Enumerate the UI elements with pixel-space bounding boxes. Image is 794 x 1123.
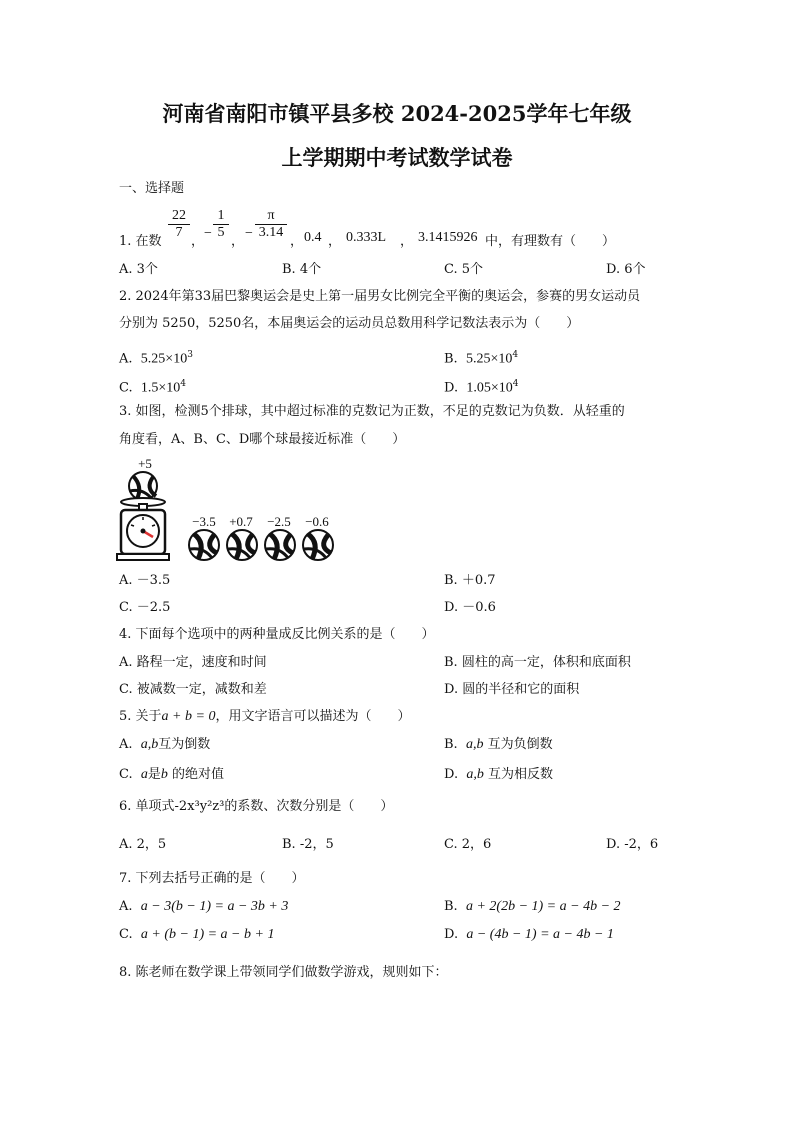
q1-f1-denominator: 7 (175, 225, 183, 240)
ball-b-label: +0.7 (229, 514, 253, 529)
ball-d-label: −0.6 (305, 514, 329, 529)
volleyball-icon (189, 530, 219, 560)
volleyball-icon (265, 530, 295, 560)
scale-label: +5 (138, 456, 152, 471)
q1-f1-numerator: 22 (168, 208, 190, 225)
q3-option-b[interactable]: B. ＋0.7 (444, 573, 496, 588)
q3-line2: 角度看，A、B、C、D哪个球最接近标准（ ） (119, 432, 406, 447)
q6-option-b[interactable]: B. -2，5 (282, 837, 334, 852)
q1-suffix: 中，有理数有（ ） (485, 234, 616, 249)
paper-title-line2: 上学期期中考试数学试卷 (281, 145, 513, 170)
q6-option-c[interactable]: C. 2，6 (444, 837, 492, 852)
q3-option-d[interactable]: D. －0.6 (444, 600, 496, 615)
section-heading: 一、选择题 (119, 181, 185, 196)
q5-option-d[interactable]: D. a,b 互为相反数 (444, 767, 554, 782)
q6-option-a[interactable]: A. 2，5 (119, 837, 167, 852)
q1-f2-sign: − (204, 226, 212, 241)
q6-stem: 6. 单项式-2x³y²z³的系数、次数分别是（ ） (119, 799, 394, 814)
q4-option-c[interactable]: C. 被减数一定，减数和差 (119, 682, 267, 697)
q1-option-b[interactable]: B. 4个 (282, 262, 322, 277)
q1-option-d[interactable]: D. 6个 (606, 262, 646, 277)
q2-option-b[interactable]: B. $5.25\times 10^4$ (444, 350, 519, 367)
q7-option-a[interactable]: A. a − 3(b − 1) = a − 3b + 3 (119, 899, 289, 914)
q1-item-2: 0.333L (346, 230, 387, 245)
q5-option-a[interactable]: A. a,b互为倒数 (119, 737, 211, 752)
q1-f3-sign: − (245, 226, 253, 241)
q1-f2-denominator: 5 (217, 225, 225, 240)
paper-title-line1: 河南省南阳市镇平县多校 2024-2025学年七年级 (162, 101, 632, 126)
q2-option-a[interactable]: A. $5.25\times 10^3$ (119, 350, 193, 367)
four-volleyballs (186, 528, 338, 562)
q2-line1: 2. 2024年第33届巴黎奥运会是史上第一届男女比例完全平衡的奥运会，参赛的男女运动员 (119, 289, 641, 304)
q4-option-d[interactable]: D. 圆的半径和它的面积 (444, 682, 580, 697)
q2-option-c[interactable]: C. $1.5\times 10^4$ (119, 379, 187, 396)
volleyball-icon (227, 530, 257, 560)
q1-item-1: 0.4 (304, 230, 322, 245)
q7-option-c[interactable]: C. a + (b − 1) = a − b + 1 (119, 927, 275, 942)
q6-option-d[interactable]: D. -2，6 (606, 837, 659, 852)
q1-f3-numerator: π (255, 208, 287, 225)
ball-a-label: −3.5 (192, 514, 216, 529)
q3-option-a[interactable]: A. －3.5 (119, 573, 171, 588)
q3-option-c[interactable]: C. －2.5 (119, 600, 171, 615)
q5-stem: 5. 关于a + b = 0，用文字语言可以描述为（ ） (119, 709, 411, 724)
q3-line1: 3. 如图，检测5个排球，其中超过标准的克数记为正数，不足的克数记为负数．从轻重的 (119, 404, 625, 419)
q1-option-c[interactable]: C. 5个 (444, 262, 484, 277)
q8-stem: 8. 陈老师在数学课上带领同学们做数学游戏，规则如下： (119, 965, 448, 980)
q7-option-d[interactable]: D. a − (4b − 1) = a − 4b − 1 (444, 927, 614, 942)
ball-c-label: −2.5 (267, 514, 291, 529)
q4-option-b[interactable]: B. 圆柱的高一定，体积和底面积 (444, 655, 631, 670)
weighing-scale-figure (112, 468, 174, 562)
q7-option-b[interactable]: B. a + 2(2b − 1) = a − 4b − 2 (444, 899, 621, 914)
q4-stem: 4. 下面每个选项中的两种量成反比例关系的是（ ） (119, 627, 435, 642)
q2-line2: 分别为 5250，5250名，本届奥运会的运动员总数用科学记数法表示为（ ） (119, 316, 580, 331)
q5-option-c[interactable]: C. a是b 的绝对值 (119, 767, 225, 782)
q4-option-a[interactable]: A. 路程一定，速度和时间 (119, 655, 267, 670)
q7-stem: 7. 下列去括号正确的是（ ） (119, 871, 305, 886)
volleyball-icon (129, 472, 157, 500)
q1-fraction-2 (213, 208, 229, 241)
q1-prefix: 1. 在数 (119, 234, 162, 249)
q1-option-a[interactable]: A. 3个 (119, 262, 158, 277)
q2-option-d[interactable]: D. $1.05\times 10^4$ (444, 379, 519, 396)
q1-f3-denominator: 3.14 (258, 225, 284, 240)
q1-item-3: 3.1415926 (418, 230, 478, 245)
volleyball-icon (303, 530, 333, 560)
q1-fraction-3 (255, 208, 287, 241)
q1-fraction-1 (168, 208, 190, 241)
q1-f2-numerator: 1 (213, 208, 229, 225)
q5-option-b[interactable]: B. a,b 互为负倒数 (444, 737, 553, 752)
